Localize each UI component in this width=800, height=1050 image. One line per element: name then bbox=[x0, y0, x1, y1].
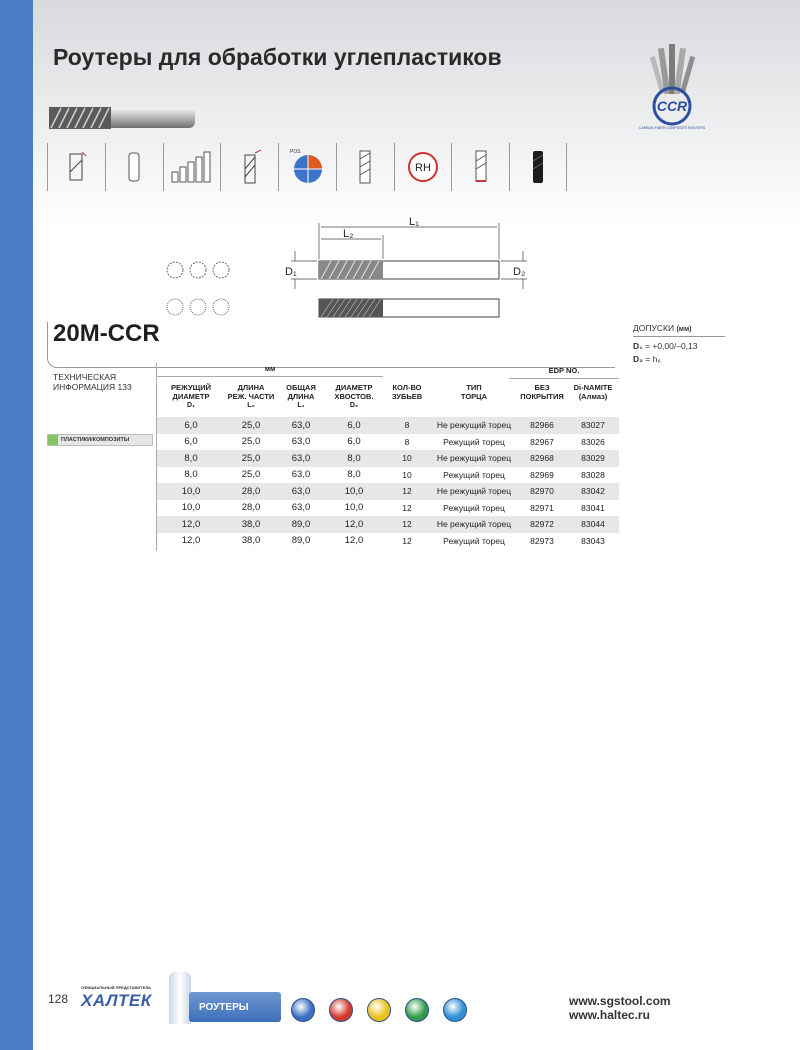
product-code: 20M-CCR bbox=[53, 320, 160, 347]
pos-rake-icon bbox=[278, 143, 336, 191]
col-header-uncoated: БЕЗ ПОКРЫТИЯ bbox=[520, 383, 564, 401]
catalog-page bbox=[33, 0, 800, 1050]
material-swatch bbox=[48, 435, 58, 445]
col-header-dinamite: Di-NAMITE (Алмаз) bbox=[573, 383, 613, 401]
websites bbox=[569, 994, 671, 1022]
page-footer bbox=[33, 980, 800, 1030]
length-series-icon bbox=[163, 143, 221, 191]
logo-text: CCR bbox=[656, 98, 688, 114]
end-type-icon bbox=[451, 143, 509, 191]
dim-l1: L₁ bbox=[409, 216, 419, 228]
material-label: ПЛАСТИКИ/КОМПОЗИТЫ bbox=[61, 437, 130, 443]
dealer-logo bbox=[81, 985, 181, 1019]
website-link[interactable]: www.sgstool.com bbox=[569, 994, 671, 1008]
edp-header: EDP NO. bbox=[509, 366, 619, 379]
logo-subtitle: CARBON FIBER COMPOSITE ROUTERS bbox=[638, 126, 706, 130]
table-row: 10,0 28,0 63,0 10,0 12 Не режущий торец 82970 83042 bbox=[157, 483, 619, 500]
tolerance-d2: D₂ = h₆ bbox=[633, 354, 661, 364]
tech-info-link[interactable]: ТЕХНИЧЕСКАЯ ИНФОРМАЦИЯ 133 bbox=[53, 372, 132, 392]
col-header-l2: ДЛИНА РЕЖ. ЧАСТИ L₂ bbox=[227, 383, 275, 409]
ccr-logo bbox=[633, 40, 713, 140]
section-circle-icon[interactable] bbox=[329, 998, 353, 1022]
col-header-end-type: ТИП ТОРЦА bbox=[460, 383, 488, 401]
side-color-bar bbox=[0, 0, 33, 1050]
tab-pipe-decoration bbox=[169, 972, 191, 1024]
tolerances-title: ДОПУСКИ (мм) bbox=[633, 323, 725, 337]
coating-icon bbox=[509, 143, 567, 191]
material-badge bbox=[47, 434, 153, 446]
feature-icon-row bbox=[47, 143, 567, 191]
section-tab-routers[interactable]: РОУТЕРЫ bbox=[189, 992, 281, 1022]
dim-d2: D₂ bbox=[513, 266, 526, 278]
table-row: 6,0 25,0 63,0 6,0 8 Не режущий торец 82966 83027 bbox=[157, 417, 619, 434]
table-row: 6,0 25,0 63,0 6,0 8 Режущий торец 82967 83026 bbox=[184, 436, 605, 448]
table-body bbox=[157, 417, 619, 549]
table-row: 10,0 28,0 63,0 10,0 12 Режущий торец 82971 83041 bbox=[181, 502, 605, 514]
helix-angle-icon bbox=[220, 143, 278, 191]
flute-icon bbox=[336, 143, 394, 191]
table-row: 8,0 25,0 63,0 8,0 10 Режущий торец 82969 83028 bbox=[184, 469, 605, 481]
page-title: Роутеры для обработки углепластиков bbox=[53, 44, 502, 70]
section-circle-icon[interactable] bbox=[405, 998, 429, 1022]
units-header: мм bbox=[157, 366, 383, 377]
table-row: 12,0 38,0 89,0 12,0 12 Не режущий торец 82972 83044 bbox=[157, 516, 619, 533]
col-header-l1: ОБЩАЯ ДЛИНА L₁ bbox=[286, 383, 316, 409]
svg-text:RH: RH bbox=[415, 162, 432, 174]
router-photo bbox=[47, 104, 197, 132]
technical-drawing bbox=[143, 215, 543, 325]
website-link[interactable]: www.haltec.ru bbox=[569, 1008, 650, 1022]
dim-l2: L₂ bbox=[343, 228, 354, 240]
svg-text:POS: POS bbox=[289, 149, 301, 155]
table-row: 12,0 38,0 89,0 12,0 12 Режущий торец 82973 83043 bbox=[181, 535, 605, 547]
page-number: 128 bbox=[48, 992, 69, 1006]
section-circle-icon[interactable] bbox=[443, 998, 467, 1022]
dealer-name: ХАЛТЕК bbox=[81, 991, 152, 1010]
section-circle-icon[interactable] bbox=[367, 998, 391, 1022]
product-table bbox=[156, 363, 618, 551]
col-header-d1: РЕЖУЩИЙ ДИАМЕТР D₁ bbox=[170, 383, 212, 409]
shank-icon bbox=[105, 143, 163, 191]
col-header-flutes: КОЛ-ВО ЗУБЬЕВ bbox=[391, 383, 423, 401]
dim-d1: D₁ bbox=[285, 266, 297, 278]
section-circle-icon[interactable] bbox=[291, 998, 315, 1022]
cross-section-icons bbox=[167, 262, 229, 315]
tolerance-d1: D₁ = +0,00/–0,13 bbox=[633, 341, 698, 351]
table-row: 8,0 25,0 63,0 8,0 10 Не режущий торец 82968 83029 bbox=[157, 450, 619, 467]
tolerances-box bbox=[633, 323, 725, 364]
section-circles bbox=[291, 998, 481, 1022]
tool-geometry-icon bbox=[47, 143, 105, 191]
dealer-caption: ОФИЦИАЛЬНЫЙ ПРЕДСТАВИТЕЛЬ bbox=[81, 985, 152, 990]
right-hand-rh-icon bbox=[394, 143, 452, 191]
col-header-d2: ДИАМЕТР ХВОСТОВ. D₂ bbox=[334, 383, 374, 409]
